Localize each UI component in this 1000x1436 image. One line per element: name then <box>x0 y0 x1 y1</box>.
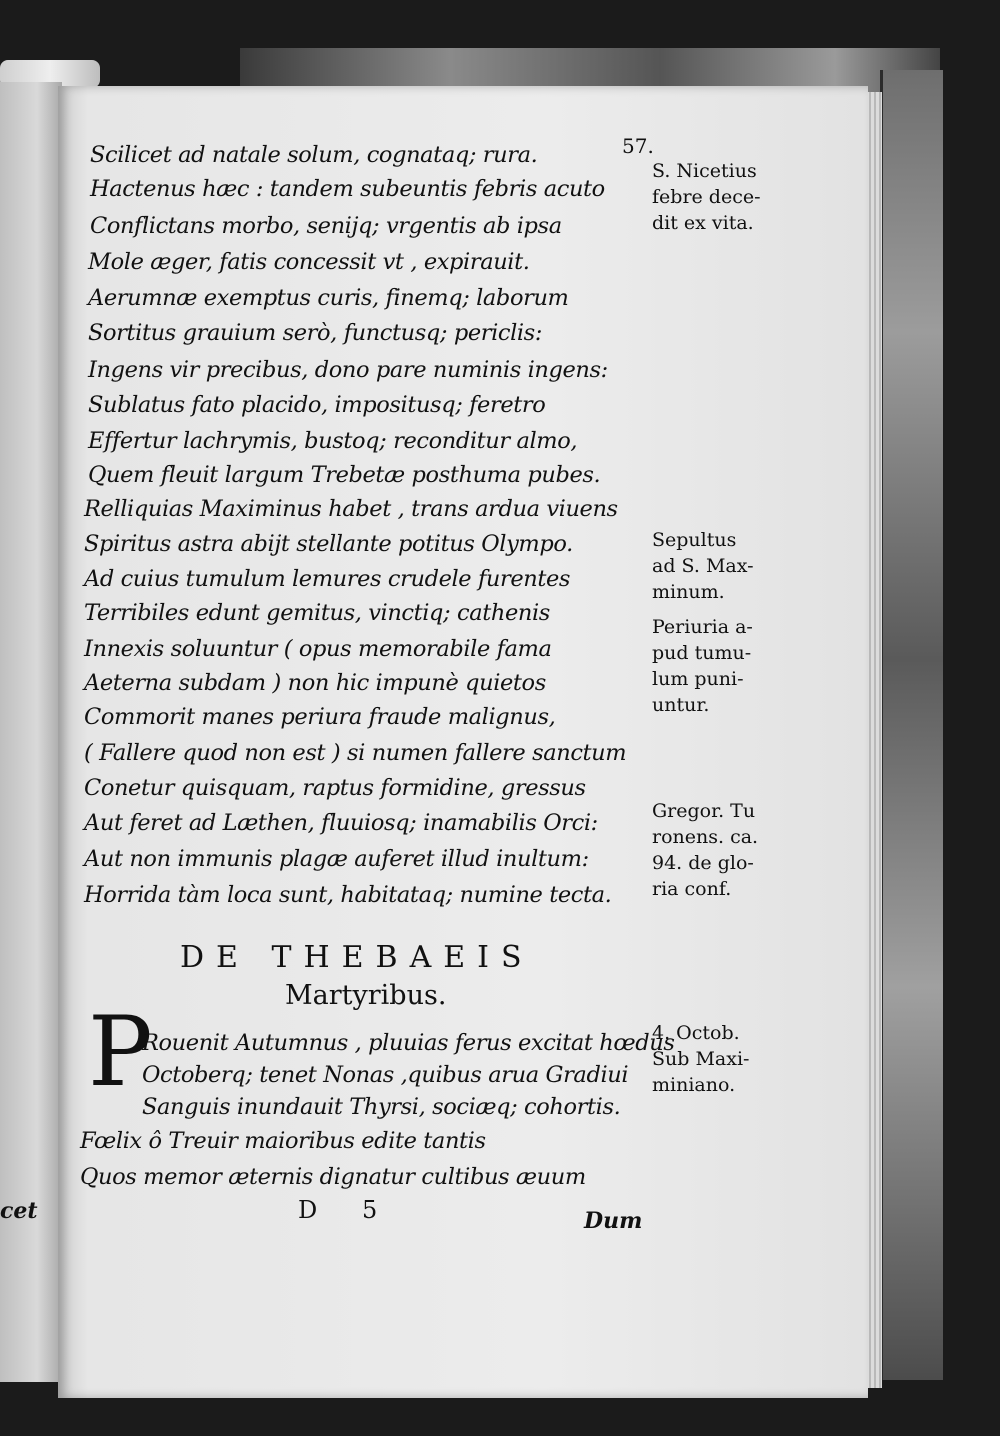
verse-line: Sanguis inundauit Thyrsi, sociæq; cohortis. <box>142 1094 621 1120</box>
verse-line: Ad cuius tumulum lemures crudele furentes <box>84 566 571 592</box>
facing-page <box>0 82 62 1382</box>
verse-line: Conetur quisquam, raptus formidine, gressus <box>84 775 586 801</box>
verse-line: Horrida tàm loca sunt, habitataq; numine tecta. <box>84 882 612 908</box>
verse-line: Aerumnæ exemptus curis, finemq; laborum <box>88 285 569 311</box>
signature-number: 5 <box>362 1196 378 1224</box>
verse-line: Quem fleuit largum Trebetæ posthuma pubes. <box>88 462 601 488</box>
facing-page-catchword: cet <box>0 1198 38 1224</box>
verse-line: Sortitus grauium serò, functusq; periclis: <box>88 320 543 346</box>
verse-line: Hactenus hæc : tandem subeuntis febris acuto <box>90 176 605 202</box>
verse-line: Fœlix ô Treuir maioribus edite tantis <box>80 1128 486 1154</box>
verse-line: Quos memor æternis dignatur cultibus æuum <box>80 1164 586 1190</box>
verse-line: Innexis soluuntur ( opus memorabile fama <box>84 636 552 662</box>
margin-note: Gregor. Tu ronens. ca. 94. de glo- ria conf. <box>652 800 759 900</box>
section-subheading: Martyribus. <box>285 980 447 1011</box>
margin-note: 4. Octob. Sub Maxi- miniano. <box>652 1022 750 1096</box>
page-number: 57. <box>622 134 654 158</box>
verse-line: Effertur lachrymis, bustoq; reconditur almo, <box>88 428 578 454</box>
verse-line: Mole æger, fatis concessit vt , expirauit. <box>88 249 530 275</box>
verse-line: Aut non immunis plagæ auferet illud inultum: <box>84 846 589 872</box>
verse-line: Commorit manes periura fraude malignus, <box>84 704 556 730</box>
verse-line: Relliquias Maximinus habet , trans ardua viuens <box>84 496 618 522</box>
verse-line: Conflictans morbo, senijq; vrgentis ab ipsa <box>90 213 562 239</box>
verse-line: Scilicet ad natale solum, cognataq; rura. <box>90 142 538 168</box>
verse-line: Sublatus fato placido, impositusq; feretro <box>88 392 546 418</box>
verse-line: Rouenit Autumnus , pluuias ferus excitat hœdus <box>142 1030 675 1056</box>
verse-line: ( Fallere quod non est ) si numen fallere sanctum <box>84 740 627 766</box>
section-heading: DE THEBAEIS <box>180 940 534 975</box>
verse-line: Ingens vir precibus, dono pare numinis ingens: <box>88 357 608 383</box>
drop-cap: P <box>88 996 153 1108</box>
book-cover-right <box>880 70 943 1380</box>
margin-note: Sepultus ad S. Max- minum. <box>652 529 754 603</box>
margin-note: S. Nicetius febre dece- dit ex vita. <box>652 160 761 234</box>
verse-line: Octoberq; tenet Nonas ,quibus arua Gradiui <box>142 1062 629 1088</box>
verse-line: Aeterna subdam ) non hic impunè quietos <box>84 670 546 696</box>
catchword: Dum <box>584 1208 643 1234</box>
signature-mark: D <box>298 1196 318 1224</box>
verse-line: Terribiles edunt gemitus, vinctiq; cathenis <box>84 600 550 626</box>
verse-line: Spiritus astra abijt stellante potitus Olympo. <box>84 531 573 557</box>
margin-note: Periuria a- pud tumu- lum puni- untur. <box>652 616 753 716</box>
verse-line: Aut feret ad Læthen, fluuiosq; inamabilis Orci: <box>84 810 598 836</box>
